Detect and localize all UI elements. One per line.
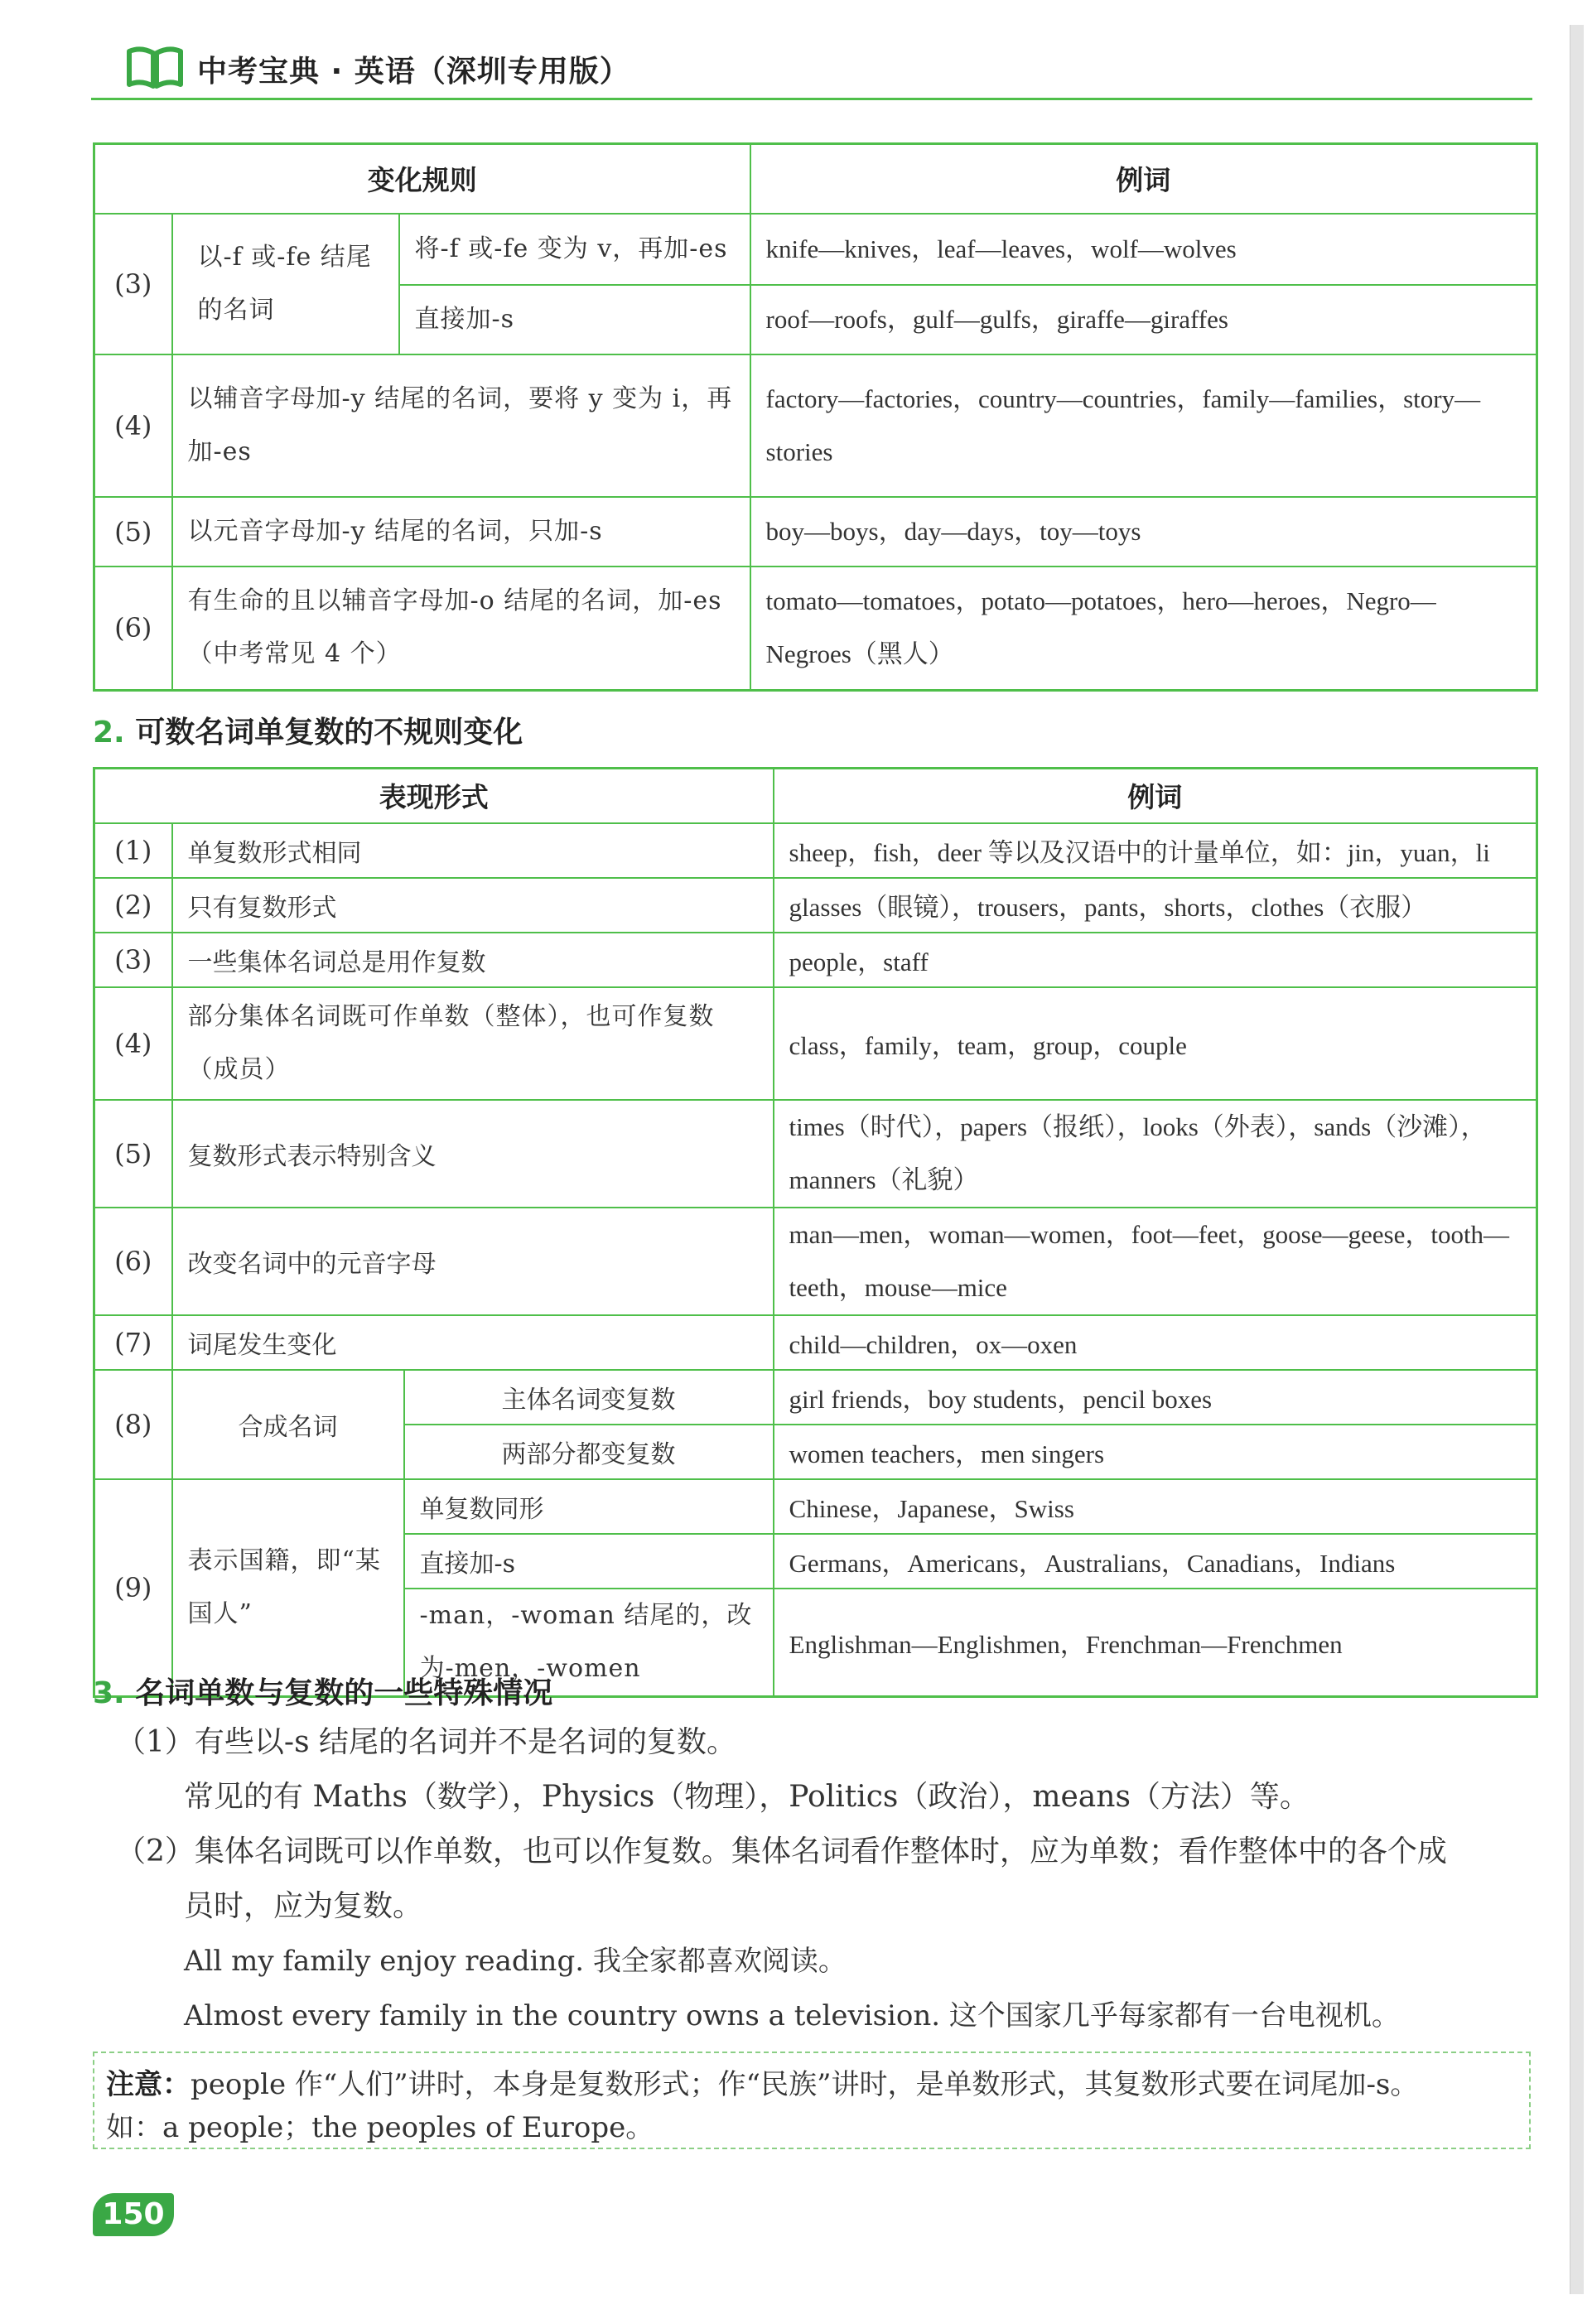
section-title-text: 名词单数与复数的一些特殊情况 (135, 1676, 553, 1710)
example-text: man—men，woman—women，foot—feet，goose—geese，tooth—teeth，mouse—mice (774, 1208, 1537, 1315)
rule-text: 以辅音字母加-y 结尾的名词，要将 y 变为 i，再加-es (172, 354, 750, 497)
example-sentence: Almost every family in the country owns a television. 这个国家几乎每家都有一台电视机。 (184, 1999, 1400, 2032)
page-number: 150 (93, 2193, 174, 2236)
form-text: 直接加-s (404, 1534, 774, 1589)
example-text: sheep，fish，deer 等以及汉语中的计量单位，如：jin，yuan，li (774, 823, 1537, 878)
table-row (94, 497, 1537, 567)
rule-text: 以元音字母加-y 结尾的名词，只加-s (172, 497, 750, 567)
row-number: (4) (94, 354, 172, 497)
note-box (93, 2052, 1531, 2149)
table-row (94, 567, 1537, 691)
header-rule (91, 98, 1532, 100)
rule-text: 直接加-s (399, 285, 750, 354)
example-text: tomato—tomatoes，potato—potatoes，hero—heroes，Negro—Negroes（黑人） (750, 567, 1537, 691)
example-text: boy—boys，day—days，toy—toys (750, 497, 1537, 567)
row-number: (5) (94, 497, 172, 567)
example-text: times（时代），papers（报纸），looks（外表），sands（沙滩），manners（礼貌） (774, 1100, 1537, 1208)
note-text: 如：a people；the peoples of Europe。 (106, 2111, 654, 2144)
form-text: -man，-woman 结尾的，改为-men，-women (404, 1589, 774, 1697)
table-row (94, 1208, 1537, 1315)
note-label: 注意： (106, 2068, 191, 2101)
plural-rules-table (93, 142, 1538, 692)
form-text: 两部分都变复数 (404, 1425, 774, 1479)
form-text: 只有复数形式 (172, 878, 774, 933)
form-text: 词尾发生变化 (172, 1315, 774, 1370)
form-text: 一些集体名词总是用作复数 (172, 933, 774, 987)
rule-group: 以-f 或-fe 结尾的名词 (172, 214, 399, 354)
paragraph: 常见的有 Maths（数学），Physics（物理），Politics（政治），means（方法）等。 (184, 1780, 1310, 1814)
page-edge (1570, 25, 1584, 2294)
section-title (93, 1670, 552, 1712)
row-number: (4) (94, 987, 172, 1100)
note-text: people 作“人们”讲时，本身是复数形式；作“民族”讲时，是单数形式，其复数形式要在词尾加-s。 (191, 2068, 1419, 2101)
example-text: glasses（眼镜），trousers，pants，shorts，clothes（衣服） (774, 878, 1537, 933)
row-number: (3) (94, 214, 172, 354)
row-number: (1) (94, 823, 172, 878)
open-book-icon (124, 43, 186, 91)
example-text: women teachers，men singers (774, 1425, 1537, 1479)
row-number: (6) (94, 567, 172, 691)
example-text: Germans，Americans，Australians，Canadians，Indians (774, 1534, 1537, 1589)
table-row (94, 933, 1537, 987)
table-row (94, 214, 1537, 285)
form-text: 部分集体名词既可作单数（整体），也可作复数（成员） (172, 987, 774, 1100)
form-text: 改变名词中的元音字母 (172, 1208, 774, 1315)
example-text: people，staff (774, 933, 1537, 987)
table-row (94, 354, 1537, 497)
rule-text: 有生命的且以辅音字母加-o 结尾的名词，加-es（中考常见 4 个） (172, 567, 750, 691)
form-text: 复数形式表示特别含义 (172, 1100, 774, 1208)
table-row (94, 1315, 1537, 1370)
row-number: (5) (94, 1100, 172, 1208)
example-text: girl friends，boy students，pencil boxes (774, 1370, 1537, 1425)
section-title-text: 可数名词单复数的不规则变化 (135, 716, 523, 750)
row-number: (9) (94, 1479, 172, 1697)
example-sentence: All my family enjoy reading. 我全家都喜欢阅读。 (184, 1945, 847, 1978)
section-title (93, 709, 523, 751)
table-row (94, 1479, 1537, 1534)
example-text: knife—knives，leaf—leaves，wolf—wolves (750, 214, 1537, 285)
column-header: 例词 (774, 769, 1537, 823)
form-group: 表示国籍，即“某国人” (172, 1479, 404, 1697)
row-number: (6) (94, 1208, 172, 1315)
paragraph: 员时，应为复数。 (184, 1889, 423, 1923)
row-number: (7) (94, 1315, 172, 1370)
row-number: (3) (94, 933, 172, 987)
table-row (94, 1100, 1537, 1208)
table-row (94, 1370, 1537, 1425)
row-number: (8) (94, 1370, 172, 1479)
column-header: 例词 (750, 144, 1537, 214)
column-header: 变化规则 (94, 144, 750, 214)
rule-text: 将-f 或-fe 变为 v，再加-es (399, 214, 750, 285)
form-group: 合成名词 (172, 1370, 404, 1479)
header-title: 中考宝典 · 英语（深圳专用版） (197, 55, 630, 89)
example-text: Chinese，Japanese，Swiss (774, 1479, 1537, 1534)
form-text: 单复数形式相同 (172, 823, 774, 878)
section-number: 3. (93, 1676, 125, 1710)
example-text: Englishman—Englishmen，Frenchman—Frenchmen (774, 1589, 1537, 1697)
table-header-row (94, 144, 1537, 214)
example-text: child—children，ox—oxen (774, 1315, 1537, 1370)
table-row (94, 823, 1537, 878)
paragraph: （2）集体名词既可以作单数，也可以作复数。集体名词看作整体时，应为单数；看作整体中的各个成 (116, 1835, 1447, 1868)
example-text: factory—factories，country—countries，family—families，story—stories (750, 354, 1537, 497)
form-text: 主体名词变复数 (404, 1370, 774, 1425)
row-number: (2) (94, 878, 172, 933)
paragraph: （1）有些以-s 结尾的名词并不是名词的复数。 (116, 1725, 736, 1759)
example-text: class，family，team，group，couple (774, 987, 1537, 1100)
page-header (91, 43, 1532, 101)
irregular-plural-table (93, 767, 1538, 1698)
column-header: 表现形式 (94, 769, 774, 823)
example-text: roof—roofs，gulf—gulfs，giraffe—giraffes (750, 285, 1537, 354)
table-row (94, 987, 1537, 1100)
form-text: 单复数同形 (404, 1479, 774, 1534)
table-row (94, 878, 1537, 933)
table-header-row (94, 769, 1537, 823)
section-number: 2. (93, 716, 125, 750)
